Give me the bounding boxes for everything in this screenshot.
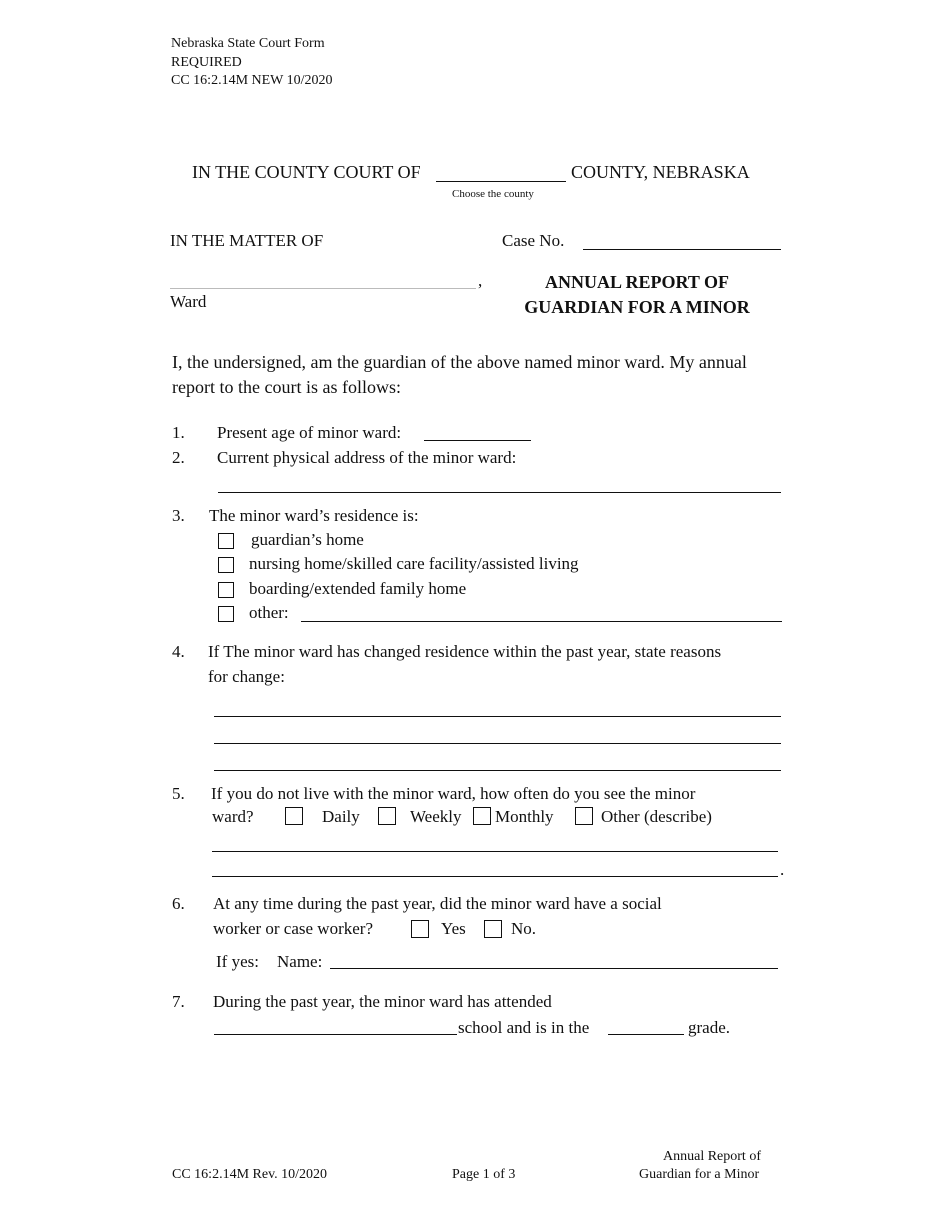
visit-weekly-label: Weekly	[410, 807, 462, 826]
visit-describe-period: .	[780, 860, 785, 879]
county-hint: Choose the county	[452, 188, 534, 200]
residence-other-checkbox[interactable]	[218, 606, 234, 622]
residence-nursing-home-checkbox[interactable]	[218, 557, 234, 573]
footer-page-number: Page 1 of 3	[452, 1167, 516, 1182]
county-field[interactable]	[436, 181, 566, 182]
ward-comma: ,	[478, 271, 483, 290]
if-yes-label: If yes:	[216, 952, 259, 971]
grade-field[interactable]	[608, 1034, 684, 1035]
visit-monthly-checkbox[interactable]	[473, 807, 491, 825]
school-field[interactable]	[214, 1034, 457, 1035]
visit-daily-label: Daily	[322, 807, 360, 826]
change-reason-line3[interactable]	[214, 770, 781, 771]
q2-text: Current physical address of the minor ward:	[217, 448, 517, 467]
visit-other-checkbox[interactable]	[575, 807, 593, 825]
address-field[interactable]	[218, 492, 781, 493]
intro-line2: report to the court is as follows:	[172, 377, 401, 397]
q5-line2: ward?	[212, 807, 254, 826]
case-no-field[interactable]	[583, 249, 781, 250]
residence-boarding-checkbox[interactable]	[218, 582, 234, 598]
ward-age-field[interactable]	[424, 440, 531, 441]
visit-describe-line1[interactable]	[212, 851, 778, 852]
court-prefix: IN THE COUNTY COURT OF	[192, 162, 421, 182]
q6-line1: At any time during the past year, did the minor ward have a social	[213, 894, 662, 913]
ward-name-field[interactable]	[170, 288, 476, 289]
q2-number: 2.	[172, 448, 185, 467]
caseworker-yes-checkbox[interactable]	[411, 920, 429, 938]
document-title-line2: GUARDIAN FOR A MINOR	[524, 297, 750, 317]
case-no-label: Case No.	[502, 231, 565, 250]
footer-title-line1: Annual Report of	[663, 1149, 761, 1164]
visit-daily-checkbox[interactable]	[285, 807, 303, 825]
residence-guardian-home-label: guardian’s home	[251, 530, 364, 549]
residence-nursing-home-label: nursing home/skilled care facility/assisted living	[249, 554, 579, 573]
q5-line1: If you do not live with the minor ward, how often do you see the minor	[211, 784, 696, 803]
caseworker-no-checkbox[interactable]	[484, 920, 502, 938]
change-reason-line1[interactable]	[214, 716, 781, 717]
q7-number: 7.	[172, 992, 185, 1011]
q1-number: 1.	[172, 423, 185, 442]
visit-weekly-checkbox[interactable]	[378, 807, 396, 825]
footer-title-line2: Guardian for a Minor	[639, 1167, 760, 1182]
q4-line1: If The minor ward has changed residence within the past year, state reasons	[208, 642, 722, 661]
form-number: CC 16:2.14M NEW 10/2020	[171, 73, 333, 88]
q4-number: 4.	[172, 642, 185, 661]
grade-suffix: grade.	[688, 1018, 731, 1037]
visit-monthly-label: Monthly	[495, 807, 554, 826]
caseworker-name-label: Name:	[277, 952, 323, 971]
intro-line1: I, the undersigned, am the guardian of the above named minor ward. My annual	[172, 352, 747, 372]
q7-line1: During the past year, the minor ward has attended	[213, 992, 552, 1011]
residence-other-label: other:	[249, 603, 289, 622]
q3-text: The minor ward’s residence is:	[209, 506, 419, 525]
q6-number: 6.	[172, 894, 185, 913]
caseworker-no-label: No.	[511, 919, 537, 938]
footer-form-number: CC 16:2.14M Rev. 10/2020	[172, 1167, 328, 1182]
visit-other-label: Other (describe)	[601, 807, 712, 826]
change-reason-line2[interactable]	[214, 743, 781, 744]
q1-text: Present age of minor ward:	[217, 423, 402, 442]
caseworker-yes-label: Yes	[441, 919, 466, 938]
q3-number: 3.	[172, 506, 185, 525]
school-suffix: school and is in the	[458, 1018, 590, 1037]
residence-boarding-label: boarding/extended family home	[249, 579, 467, 598]
ward-label: Ward	[170, 292, 207, 311]
residence-guardian-home-checkbox[interactable]	[218, 533, 234, 549]
court-suffix: COUNTY, NEBRASKA	[571, 162, 750, 182]
matter-label: IN THE MATTER OF	[170, 231, 324, 250]
document-title-line1: ANNUAL REPORT OF	[544, 272, 730, 292]
q4-line2: for change:	[208, 667, 285, 686]
caseworker-name-field[interactable]	[330, 968, 778, 969]
form-origin: Nebraska State Court Form	[171, 36, 325, 51]
form-required-label: REQUIRED	[171, 55, 242, 70]
residence-other-field[interactable]	[301, 621, 782, 622]
visit-describe-line2[interactable]	[212, 876, 778, 877]
q5-number: 5.	[172, 784, 185, 803]
q6-line2: worker or case worker?	[213, 919, 373, 938]
